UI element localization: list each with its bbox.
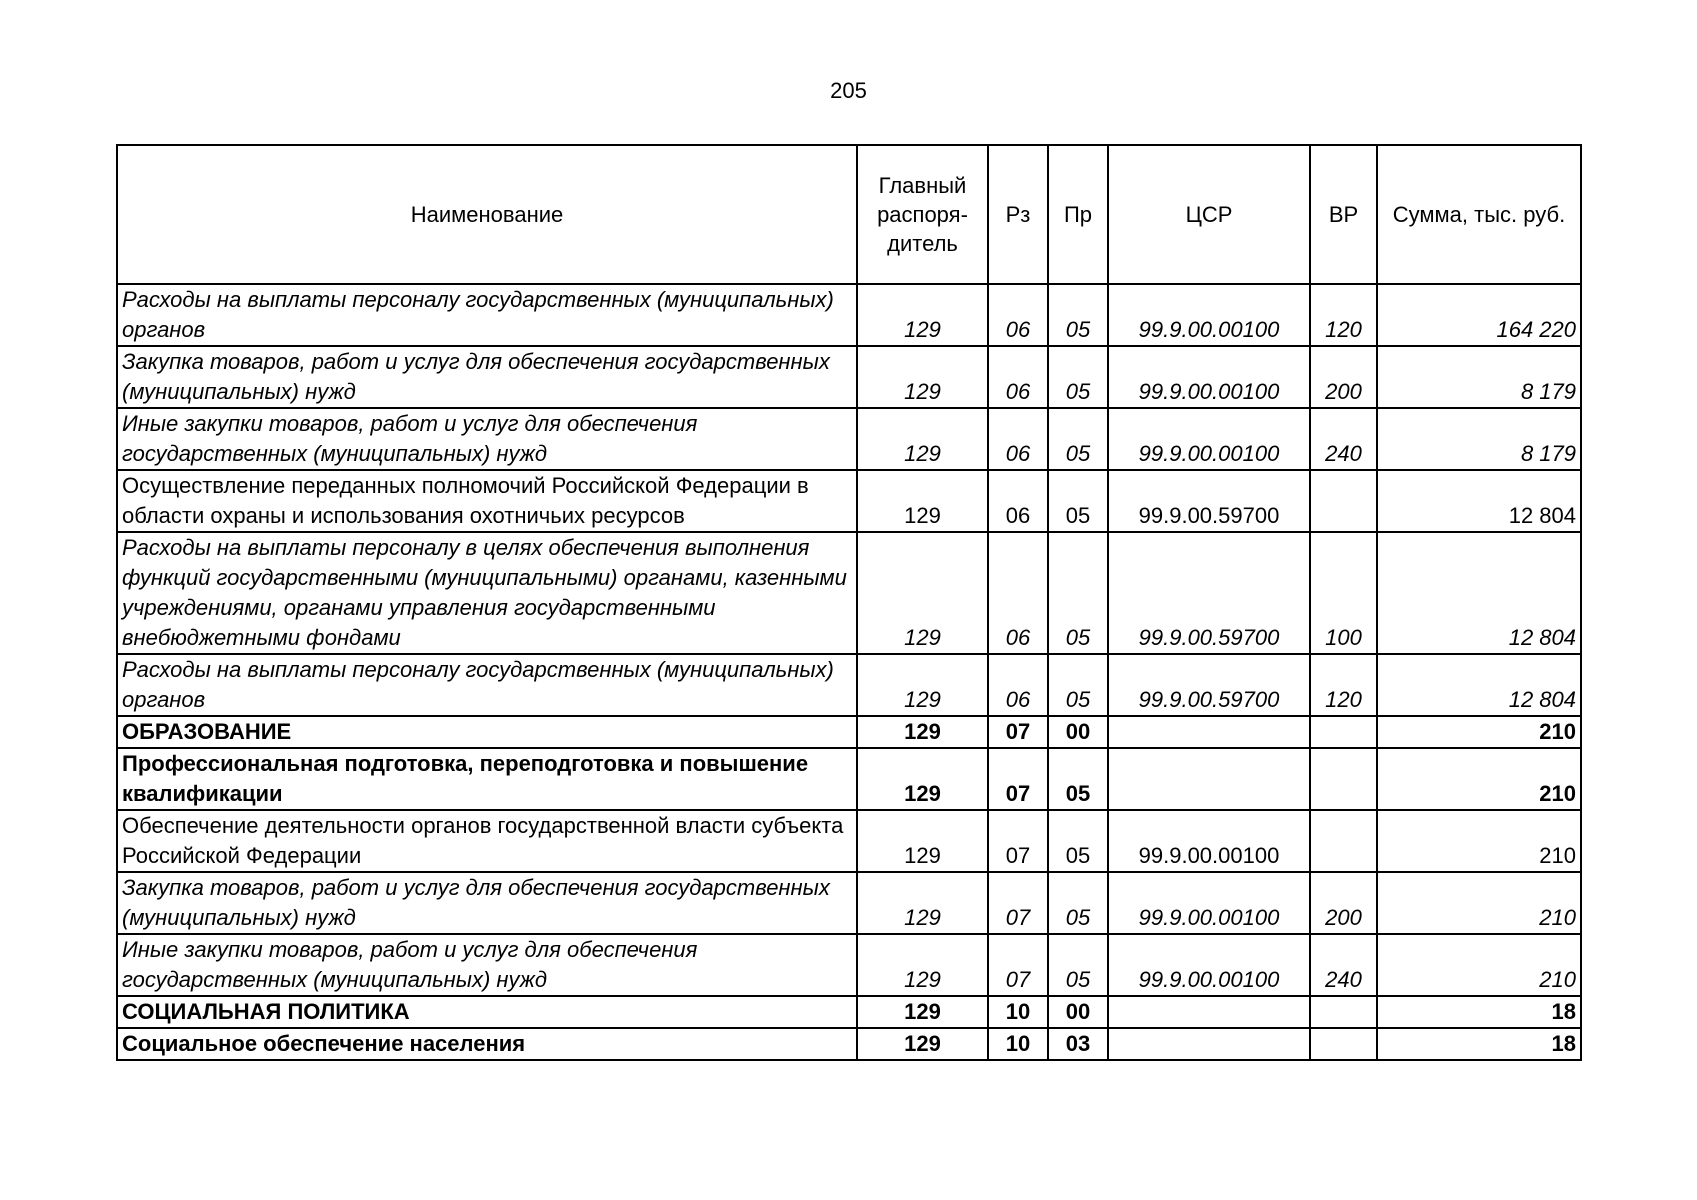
cell-vr: 200 — [1310, 872, 1377, 934]
cell-csr: 99.9.00.00100 — [1108, 284, 1310, 346]
cell-vr: 240 — [1310, 934, 1377, 996]
cell-pr: 05 — [1048, 654, 1108, 716]
cell-csr — [1108, 996, 1310, 1028]
cell-vr — [1310, 716, 1377, 748]
cell-csr: 99.9.00.00100 — [1108, 872, 1310, 934]
cell-pr: 05 — [1048, 284, 1108, 346]
table-header-row — [117, 145, 1581, 284]
table-row — [117, 996, 1581, 1028]
header-sum-label: Сумма, тыс. руб. — [1392, 202, 1566, 227]
cell-rz: 07 — [988, 716, 1048, 748]
cell-vr: 200 — [1310, 346, 1377, 408]
cell-pr: 05 — [1048, 934, 1108, 996]
cell-rz: 06 — [988, 284, 1048, 346]
cell-pr: 03 — [1048, 1028, 1108, 1060]
header-name: Наименование — [117, 145, 857, 284]
cell-sum: 18 — [1377, 996, 1581, 1028]
cell-sum: 8 179 — [1377, 346, 1581, 408]
cell-sum: 12 804 — [1377, 470, 1581, 532]
cell-name: Расходы на выплаты персоналу в целях обеспечения выполнения функций государственными (муниципальными) органами, казенными учреждениями, органами управления государственными внебюджетными фондами — [117, 532, 857, 654]
cell-name: Закупка товаров, работ и услуг для обеспечения государственных (муниципальных) нужд — [117, 872, 857, 934]
cell-vr — [1310, 748, 1377, 810]
cell-pr: 00 — [1048, 716, 1108, 748]
budget-table — [116, 144, 1582, 1061]
table-row — [117, 470, 1581, 532]
header-sum — [1377, 145, 1581, 284]
page-number: 205 — [830, 78, 867, 103]
cell-vr: 100 — [1310, 532, 1377, 654]
cell-manager: 129 — [857, 654, 988, 716]
cell-pr: 05 — [1048, 346, 1108, 408]
table-row — [117, 532, 1581, 654]
table-row — [117, 408, 1581, 470]
cell-rz: 06 — [988, 654, 1048, 716]
cell-csr: 99.9.00.00100 — [1108, 408, 1310, 470]
table-row — [117, 654, 1581, 716]
cell-rz: 10 — [988, 1028, 1048, 1060]
cell-sum: 164 220 — [1377, 284, 1581, 346]
table-row — [117, 716, 1581, 748]
cell-manager: 129 — [857, 1028, 988, 1060]
table-row — [117, 1028, 1581, 1060]
cell-name: Иные закупки товаров, работ и услуг для обеспечения государственных (муниципальных) нужд — [117, 934, 857, 996]
cell-csr: 99.9.00.00100 — [1108, 810, 1310, 872]
cell-manager: 129 — [857, 996, 988, 1028]
cell-name: Осуществление переданных полномочий Российской Федерации в области охраны и использования охотничьих ресурсов — [117, 470, 857, 532]
cell-csr — [1108, 748, 1310, 810]
cell-name: Социальное обеспечение населения — [117, 1028, 857, 1060]
cell-manager: 129 — [857, 346, 988, 408]
cell-rz: 06 — [988, 408, 1048, 470]
cell-csr: 99.9.00.59700 — [1108, 654, 1310, 716]
cell-rz: 07 — [988, 872, 1048, 934]
header-manager-label: Главный распоря-дитель — [877, 173, 968, 256]
cell-name: Закупка товаров, работ и услуг для обеспечения государственных (муниципальных) нужд — [117, 346, 857, 408]
cell-csr: 99.9.00.59700 — [1108, 532, 1310, 654]
cell-rz: 10 — [988, 996, 1048, 1028]
table-row — [117, 810, 1581, 872]
cell-csr: 99.9.00.00100 — [1108, 346, 1310, 408]
cell-sum: 8 179 — [1377, 408, 1581, 470]
cell-name: Иные закупки товаров, работ и услуг для обеспечения государственных (муниципальных) нужд — [117, 408, 857, 470]
cell-sum: 210 — [1377, 872, 1581, 934]
cell-name: ОБРАЗОВАНИЕ — [117, 716, 857, 748]
cell-pr: 05 — [1048, 470, 1108, 532]
cell-manager: 129 — [857, 470, 988, 532]
table-row — [117, 934, 1581, 996]
cell-manager: 129 — [857, 408, 988, 470]
cell-rz: 06 — [988, 532, 1048, 654]
cell-pr: 05 — [1048, 408, 1108, 470]
cell-sum: 210 — [1377, 748, 1581, 810]
header-csr: ЦСР — [1108, 145, 1310, 284]
cell-sum: 210 — [1377, 716, 1581, 748]
cell-csr: 99.9.00.00100 — [1108, 934, 1310, 996]
cell-rz: 07 — [988, 748, 1048, 810]
header-rz: Рз — [988, 145, 1048, 284]
cell-rz: 06 — [988, 470, 1048, 532]
cell-rz: 06 — [988, 346, 1048, 408]
cell-vr — [1310, 810, 1377, 872]
cell-pr: 05 — [1048, 872, 1108, 934]
table-row — [117, 748, 1581, 810]
cell-manager: 129 — [857, 748, 988, 810]
cell-pr: 05 — [1048, 810, 1108, 872]
cell-pr: 05 — [1048, 748, 1108, 810]
cell-rz: 07 — [988, 810, 1048, 872]
cell-sum: 12 804 — [1377, 654, 1581, 716]
cell-vr: 120 — [1310, 284, 1377, 346]
table-row — [117, 284, 1581, 346]
table-row — [117, 872, 1581, 934]
cell-vr — [1310, 1028, 1377, 1060]
cell-vr: 120 — [1310, 654, 1377, 716]
header-vr: ВР — [1310, 145, 1377, 284]
header-pr: Пр — [1048, 145, 1108, 284]
cell-csr — [1108, 1028, 1310, 1060]
cell-csr — [1108, 716, 1310, 748]
cell-name: Обеспечение деятельности органов государственной власти субъекта Российской Федерации — [117, 810, 857, 872]
cell-name: СОЦИАЛЬНАЯ ПОЛИТИКА — [117, 996, 857, 1028]
cell-sum: 210 — [1377, 934, 1581, 996]
cell-manager: 129 — [857, 872, 988, 934]
cell-rz: 07 — [988, 934, 1048, 996]
cell-manager: 129 — [857, 810, 988, 872]
cell-manager: 129 — [857, 284, 988, 346]
cell-vr: 240 — [1310, 408, 1377, 470]
cell-pr: 00 — [1048, 996, 1108, 1028]
cell-csr: 99.9.00.59700 — [1108, 470, 1310, 532]
cell-sum: 12 804 — [1377, 532, 1581, 654]
cell-sum: 18 — [1377, 1028, 1581, 1060]
cell-manager: 129 — [857, 934, 988, 996]
cell-vr — [1310, 470, 1377, 532]
cell-vr — [1310, 996, 1377, 1028]
cell-manager: 129 — [857, 716, 988, 748]
table-body — [117, 284, 1581, 1060]
cell-sum: 210 — [1377, 810, 1581, 872]
header-manager — [857, 145, 988, 284]
cell-pr: 05 — [1048, 532, 1108, 654]
cell-manager: 129 — [857, 532, 988, 654]
table-row — [117, 346, 1581, 408]
cell-name: Расходы на выплаты персоналу государственных (муниципальных) органов — [117, 284, 857, 346]
cell-name: Расходы на выплаты персоналу государственных (муниципальных) органов — [117, 654, 857, 716]
cell-name: Профессиональная подготовка, переподготовка и повышение квалификации — [117, 748, 857, 810]
